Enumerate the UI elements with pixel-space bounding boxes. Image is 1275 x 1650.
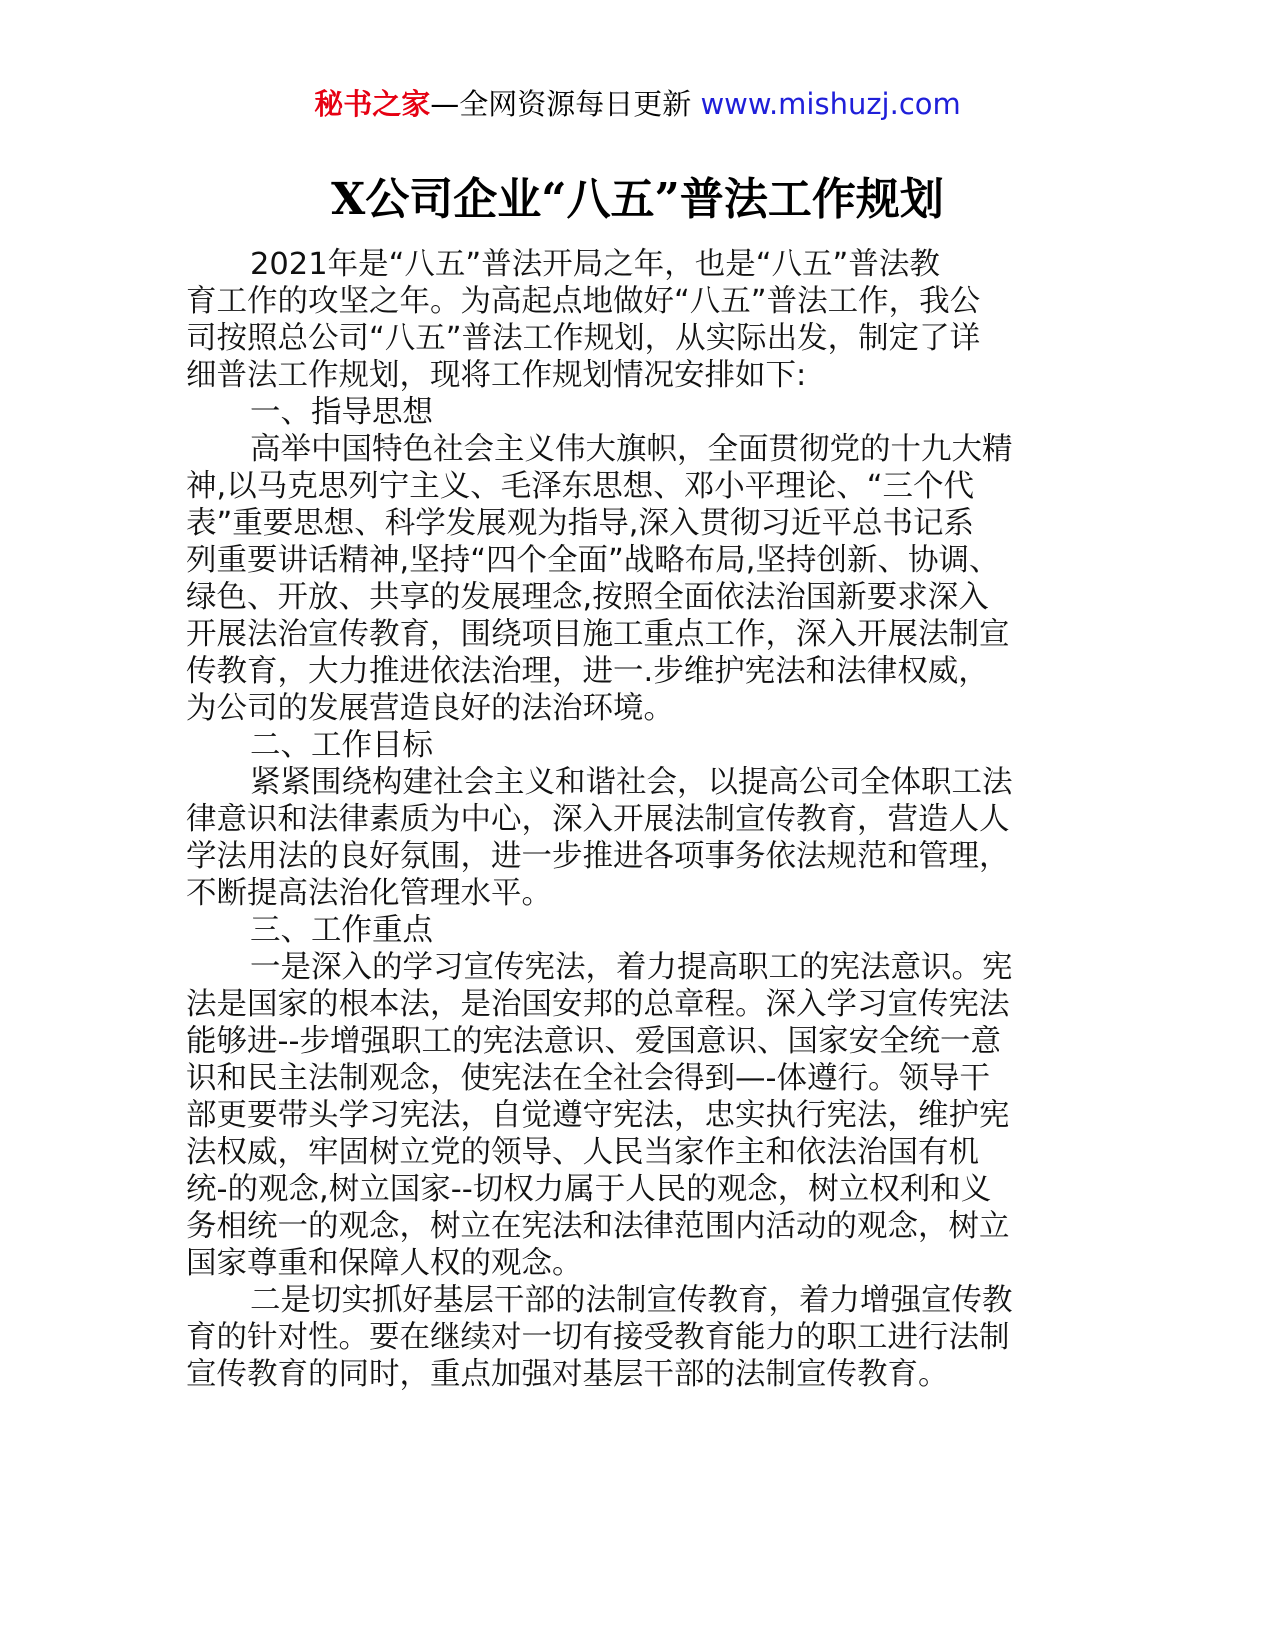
site-url-link[interactable]: www.mishuzj.com [700, 87, 961, 121]
header-tagline: —全网资源每日更新 [430, 87, 692, 121]
body-text-line: 二、工作目标 [250, 728, 433, 763]
body-text-line: 表”重要思想、科学发展观为指导,深入贯彻习近平总书记系 [186, 506, 974, 541]
body-text-line: 列重要讲话精神,坚持“四个全面”战略布局,坚持创新、协调、 [186, 543, 1000, 578]
body-text-line: 一是深入的学习宣传宪法，着力提高职工的宪法意识。宪 [250, 950, 1013, 985]
body-text-line: 务相统一的观念，树立在宪法和法律范围内活动的观念，树立 [186, 1209, 1010, 1244]
body-text-line: 学法用法的良好氛围，进一步推进各项事务依法规范和管理， [186, 839, 1010, 874]
brand-name: 秘书之家 [314, 87, 431, 121]
document-title: X公司企业“八五”普法工作规划 [331, 174, 944, 225]
body-text-line: 法是国家的根本法，是治国安邦的总章程。深入学习宣传宪法 [186, 987, 1010, 1022]
body-text-line: 一、指导思想 [250, 395, 433, 430]
body-text-line: 三、工作重点 [250, 913, 433, 948]
body-text-line: 高举中国特色社会主义伟大旗帜，全面贯彻党的十九大精 [250, 432, 1013, 467]
body-text-line: 神,以马克思列宁主义、毛泽东思想、邓小平理论、“三个代 [186, 469, 974, 504]
body-text-line: 开展法治宣传教育，围绕项目施工重点工作，深入开展法制宣 [186, 617, 1010, 652]
body-text-line: 宣传教育的同时，重点加强对基层干部的法制宣传教育。 [186, 1357, 949, 1392]
body-text-line: 为公司的发展营造良好的法治环境。 [186, 691, 674, 726]
body-text-line: 二是切实抓好基层干部的法制宣传教育，着力增强宣传教 [250, 1283, 1013, 1318]
body-text-line: 育的针对性。要在继续对一切有接受教育能力的职工进行法制 [186, 1320, 1010, 1355]
body-text-line: 2021年是“八五”普法开局之年，也是“八五”普法教 [250, 247, 940, 282]
document-body [186, 246, 1076, 1393]
body-text-line: 不断提高法治化管理水平。 [186, 876, 552, 911]
body-text-line: 部更要带头学习宪法，自觉遵守宪法，忠实执行宪法，维护宪 [186, 1098, 1010, 1133]
body-text-line: 司按照总公司“八五”普法工作规划，从实际出发，制定了详 [186, 321, 981, 356]
body-text-line: 能够进--步增强职工的宪法意识、爱国意识、国家安全统一意 [186, 1024, 1002, 1059]
body-text-line: 识和民主法制观念，使宪法在全社会得到—-体遵行。领导干 [186, 1061, 991, 1096]
body-text-line: 紧紧围绕构建社会主义和谐社会，以提高公司全体职工法 [250, 765, 1013, 800]
body-text-line: 绿色、开放、共享的发展理念,按照全面依法治国新要求深入 [186, 580, 989, 615]
body-text-line: 统-的观念,树立国家--切权力属于人民的观念，树立权利和义 [186, 1172, 992, 1207]
body-text-line: 育工作的攻坚之年。为高起点地做好“八五”普法工作，我公 [186, 284, 981, 319]
body-text-line: 律意识和法律素质为中心，深入开展法制宣传教育，营造人人 [186, 802, 1010, 837]
site-header [0, 84, 1275, 124]
body-text-line: 国家尊重和保障人权的观念。 [186, 1246, 583, 1281]
body-text-line: 法权威，牢固树立党的领导、人民当家作主和依法治国有机 [186, 1135, 979, 1170]
body-text-line: 细普法工作规划，现将工作规划情况安排如下: [186, 358, 807, 393]
body-text-line: 传教育，大力推进依法治理，进一.步维护宪法和法律权威， [186, 654, 989, 689]
